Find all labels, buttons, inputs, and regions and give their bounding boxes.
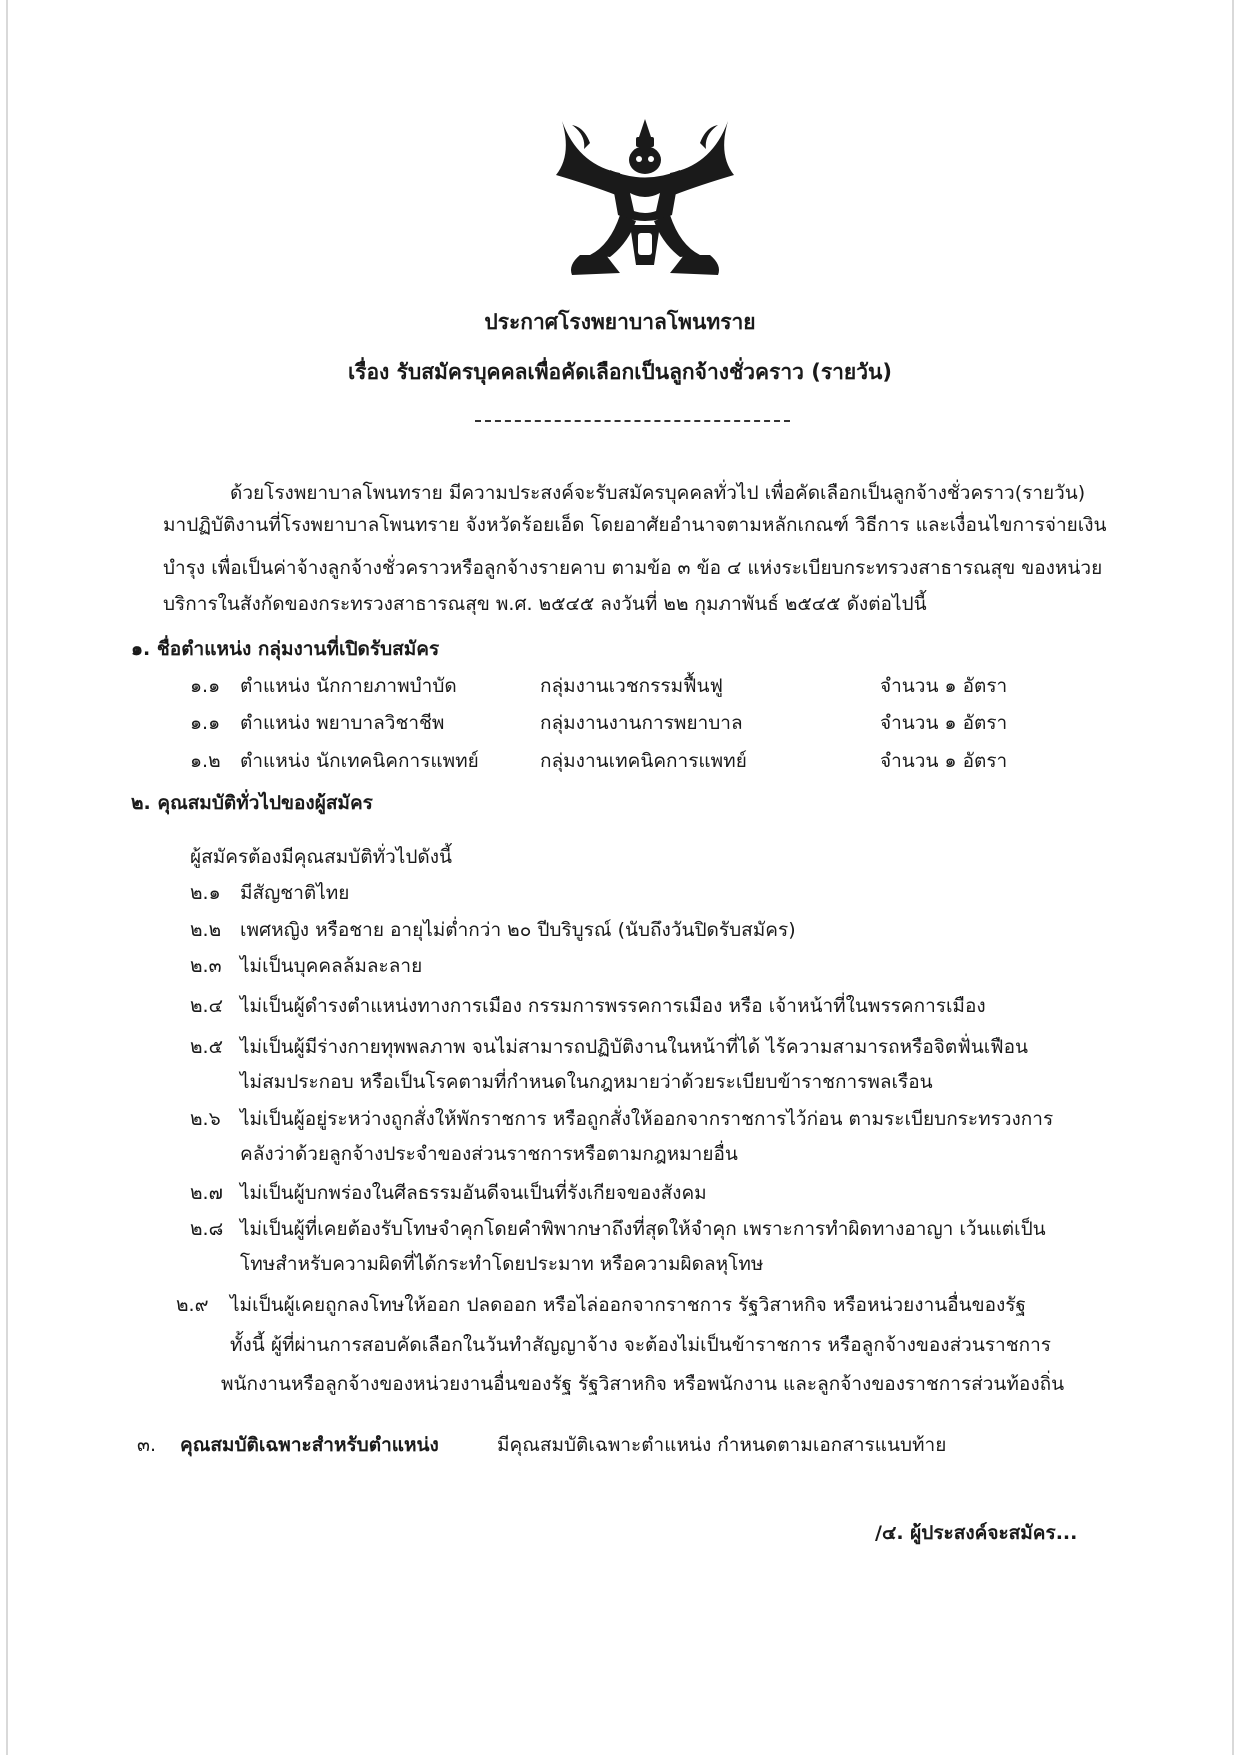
qualification-text: ไม่เป็นบุคคลล้มละลาย (240, 955, 423, 977)
qualification-number: ๒.๖ (190, 1108, 221, 1130)
section2-note: ทั้งนี้ ผู้ที่ผ่านการสอบคัดเลือกในวันทำสัญญาจ้าง จะต้องไม่เป็นข้าราชการ หรือลูกจ้างของส่วนราชการ (230, 1334, 1051, 1356)
qualification-number: ๒.๙ (176, 1294, 209, 1316)
document-title: ประกาศโรงพยาบาลโพนทราย (484, 310, 756, 334)
position-number: ๑.๑ (190, 712, 221, 734)
qualification-number: ๒.๒ (190, 919, 222, 941)
section2-lead: ผู้สมัครต้องมีคุณสมบัติทั่วไปดังนี้ (190, 846, 452, 868)
section3-heading: คุณสมบัติเฉพาะสำหรับตำแหน่ง (180, 1434, 439, 1456)
qualification-number: ๒.๕ (190, 1036, 223, 1058)
position-group: กลุ่มงานเวชกรรมฟื้นฟู (540, 675, 723, 697)
qualification-text: ไม่เป็นผู้บกพร่องในศีลธรรมอันดีจนเป็นที่รังเกียจของสังคม (240, 1182, 707, 1204)
qualification-text: โทษสำหรับความผิดที่ได้กระทำโดยประมาท หรือความผิดลหุโทษ (240, 1253, 764, 1275)
position-number: ๑.๑ (190, 675, 221, 697)
qualification-text: ไม่เป็นผู้อยู่ระหว่างถูกสั่งให้พักราชการ หรือถูกสั่งให้ออกจากราชการไว้ก่อน ตามระเบียบกระทรวงการ (240, 1108, 1054, 1130)
position-title: ตำแหน่ง พยาบาลวิชาชีพ (240, 712, 445, 734)
garuda-emblem-icon (550, 115, 740, 280)
qualification-text: เพศหญิง หรือชาย อายุไม่ต่ำกว่า ๒๐ ปีบริบูรณ์ (นับถึงวันปิดรับสมัคร) (240, 919, 796, 941)
qualification-text: ไม่เป็นผู้เคยถูกลงโทษให้ออก ปลดออก หรือไล่ออกจากราชการ รัฐวิสาหกิจ หรือหน่วยงานอื่นของรัฐ (230, 1294, 1026, 1316)
qualification-text: คลังว่าด้วยลูกจ้างประจำของส่วนราชการหรือตามกฎหมายอื่น (240, 1143, 738, 1165)
qualification-text: ไม่สมประกอบ หรือเป็นโรคตามที่กำหนดในกฎหมายว่าด้วยระเบียบข้าราชการพลเรือน (240, 1071, 933, 1093)
document-subject: เรื่อง รับสมัครบุคคลเพื่อคัดเลือกเป็นลูกจ้างชั่วคราว (รายวัน) (347, 360, 892, 384)
section3-text: มีคุณสมบัติเฉพาะตำแหน่ง กำหนดตามเอกสารแนบท้าย (497, 1434, 947, 1456)
intro-line: ด้วยโรงพยาบาลโพนทราย มีความประสงค์จะรับสมัครบุคคลทั่วไป เพื่อคัดเลือกเป็นลูกจ้างชั่วคราว(รายวัน) (230, 482, 1086, 504)
continued-marker: /๔. ผู้ประสงค์จะสมัคร... (875, 1522, 1078, 1544)
qualification-number: ๒.๗ (190, 1182, 223, 1204)
qualification-text: ไม่เป็นผู้ดำรงตำแหน่งทางการเมือง กรรมการพรรคการเมือง หรือ เจ้าหน้าที่ในพรรคการเมือง (240, 995, 986, 1017)
position-count: จำนวน ๑ อัตรา (880, 750, 1008, 772)
qualification-text: ไม่เป็นผู้ที่เคยต้องรับโทษจำคุกโดยคำพิพากษาถึงที่สุดให้จำคุก เพราะการทำผิดทางอาญา เว้นแต่เป็น (240, 1218, 1046, 1240)
qualification-number: ๒.๘ (190, 1218, 224, 1240)
qualification-text: ไม่เป็นผู้มีร่างกายทุพพลภาพ จนไม่สามารถปฏิบัติงานในหน้าที่ได้ ไร้ความสามารถหรือจิตฟั่นเฟือน (240, 1036, 1029, 1058)
intro-line: บริการในสังกัดของกระทรวงสาธารณสุข พ.ศ. ๒๕๔๕ ลงวันที่ ๒๒ กุมภาพันธ์ ๒๕๔๕ ดังต่อไปนี้ (163, 593, 927, 615)
qualification-text: มีสัญชาติไทย (240, 882, 350, 904)
qualification-number: ๒.๔ (190, 995, 223, 1017)
position-group: กลุ่มงานงานการพยาบาล (540, 712, 743, 734)
intro-line: บำรุง เพื่อเป็นค่าจ้างลูกจ้างชั่วคราวหรือลูกจ้างรายคาบ ตามข้อ ๓ ข้อ ๔ แห่งระเบียบกระทรวงสาธารณสุข ของหน่วย (163, 557, 1103, 579)
qualification-number: ๒.๑ (190, 882, 221, 904)
position-group: กลุ่มงานเทคนิคการแพทย์ (540, 750, 747, 772)
header-divider (475, 420, 790, 422)
position-title: ตำแหน่ง นักเทคนิคการแพทย์ (240, 750, 479, 772)
position-number: ๑.๒ (190, 750, 221, 772)
position-count: จำนวน ๑ อัตรา (880, 675, 1008, 697)
section3-number: ๓. (137, 1434, 157, 1456)
scan-edge-left (6, 0, 8, 1755)
scan-edge-right (1232, 0, 1234, 1755)
section2-note: พนักงานหรือลูกจ้างของหน่วยงานอื่นของรัฐ รัฐวิสาหกิจ หรือพนักงาน และลูกจ้างของราชการส่วนท้องถิ่น (221, 1373, 1065, 1395)
section1-heading: ๑. ชื่อตำแหน่ง กลุ่มงานที่เปิดรับสมัคร (131, 638, 440, 660)
intro-line: มาปฏิบัติงานที่โรงพยาบาลโพนทราย จังหวัดร้อยเอ็ด โดยอาศัยอำนาจตามหลักเกณฑ์ วิธีการ และเงื่อนไขการจ่ายเงิน (163, 514, 1107, 536)
qualification-number: ๒.๓ (190, 955, 222, 977)
section2-heading: ๒. คุณสมบัติทั่วไปของผู้สมัคร (131, 792, 373, 814)
position-count: จำนวน ๑ อัตรา (880, 712, 1008, 734)
position-title: ตำแหน่ง นักกายภาพบำบัด (240, 675, 457, 697)
